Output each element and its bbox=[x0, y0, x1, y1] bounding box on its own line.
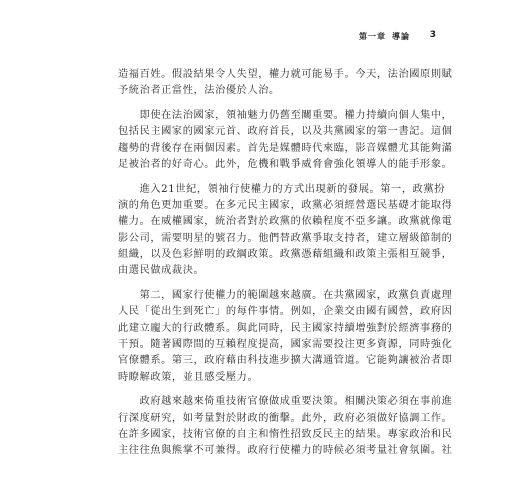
paragraph bbox=[118, 108, 453, 173]
text-line: 予統治者正當性，法治優於人治。 bbox=[118, 85, 280, 97]
paragraph bbox=[118, 394, 453, 459]
paragraph-gap bbox=[118, 280, 408, 289]
paragraph-gap bbox=[118, 386, 408, 395]
text-line: 足被治者的好奇心。此外，危機和戰爭威脅會強化領導人的能手形象。 bbox=[118, 158, 453, 170]
text-line: 干預。隨著國際間的互賴程度提高，國家需要投注更多資源，同時強化 bbox=[118, 338, 453, 350]
text-line: 權力。在威權國家，統治者對於政黨的依賴程度不亞多讓。政黨就像電 bbox=[118, 216, 453, 228]
text-line: 行深度研究，如考量對於財政的衝擊。此外，政府必須做好協調工作。 bbox=[118, 412, 453, 424]
paragraph bbox=[118, 288, 453, 386]
text-line: 進入21世紀，領袖行使權力的方式出現新的發展。第一，政黨扮 bbox=[118, 183, 445, 195]
text-line: 造福百姓。假設結果令人失望，權力就可能易手。今天，法治國原則賦 bbox=[118, 69, 453, 80]
text-line: 官僚體系。第三，政府藉由科技進步擴大溝通管道。它能夠讓被治者即 bbox=[118, 355, 453, 367]
text-line: 人民「從出生到死亡」的每件事情。例如，企業交由國有國營，政府因 bbox=[118, 306, 453, 318]
text-line: 由選民做成裁決。 bbox=[118, 265, 205, 277]
body-text bbox=[118, 67, 453, 460]
text-line: 組織，以及色彩鮮明的政綱政策。政黨憑藉組織和政策主張相互競爭， bbox=[118, 248, 453, 260]
paragraph-gap bbox=[118, 173, 408, 182]
text-line: 包括民主國家的國家元首、政府首長，以及共黨國家的第一書記。這個 bbox=[118, 126, 453, 138]
text-line: 趨勢的背後存在兩個因素。首先是媒體時代來臨，影音媒體尤其能夠滿 bbox=[118, 142, 453, 154]
running-header bbox=[359, 31, 410, 42]
page-number: 3 bbox=[429, 30, 436, 40]
paragraph-gap bbox=[118, 100, 408, 109]
text-line: 即使在法治國家，領袖魅力仍舊至關重要。權力持續向個人集中， bbox=[118, 110, 453, 122]
chapter-label: 第一章 bbox=[359, 32, 386, 41]
text-line: 此建立龐大的行政體系。與此同時，民主國家持續增強對於經濟事務的 bbox=[118, 322, 453, 334]
text-line: 在許多國家，技術官僚的自主和惰性招致反民主的結果。專家政治和民 bbox=[118, 428, 453, 440]
text-line: 第二，國家行使權力的範圍越來越廣。在共黨國家，政黨負責處理 bbox=[118, 290, 453, 302]
text-line: 政府越來越來倚重技術官僚做成重要決策。相關決策必須在事前進 bbox=[118, 396, 453, 408]
text-line: 影公司，需要明星的號召力。他們替政黨爭取支持者，建立層級節制的 bbox=[118, 232, 453, 244]
text-line: 主往往魚與熊掌不可兼得。政府行使權力的時候必須考量社會氛圍。社 bbox=[118, 445, 453, 457]
text-line: 時瞭解政策，並且感受壓力。 bbox=[118, 371, 259, 383]
chapter-title: 導論 bbox=[392, 32, 410, 41]
paragraph bbox=[118, 182, 453, 280]
paragraph bbox=[118, 67, 453, 100]
text-line: 演的角色更加重要。在多元民主國家，政黨必須經營選民基礎才能取得 bbox=[118, 200, 453, 212]
